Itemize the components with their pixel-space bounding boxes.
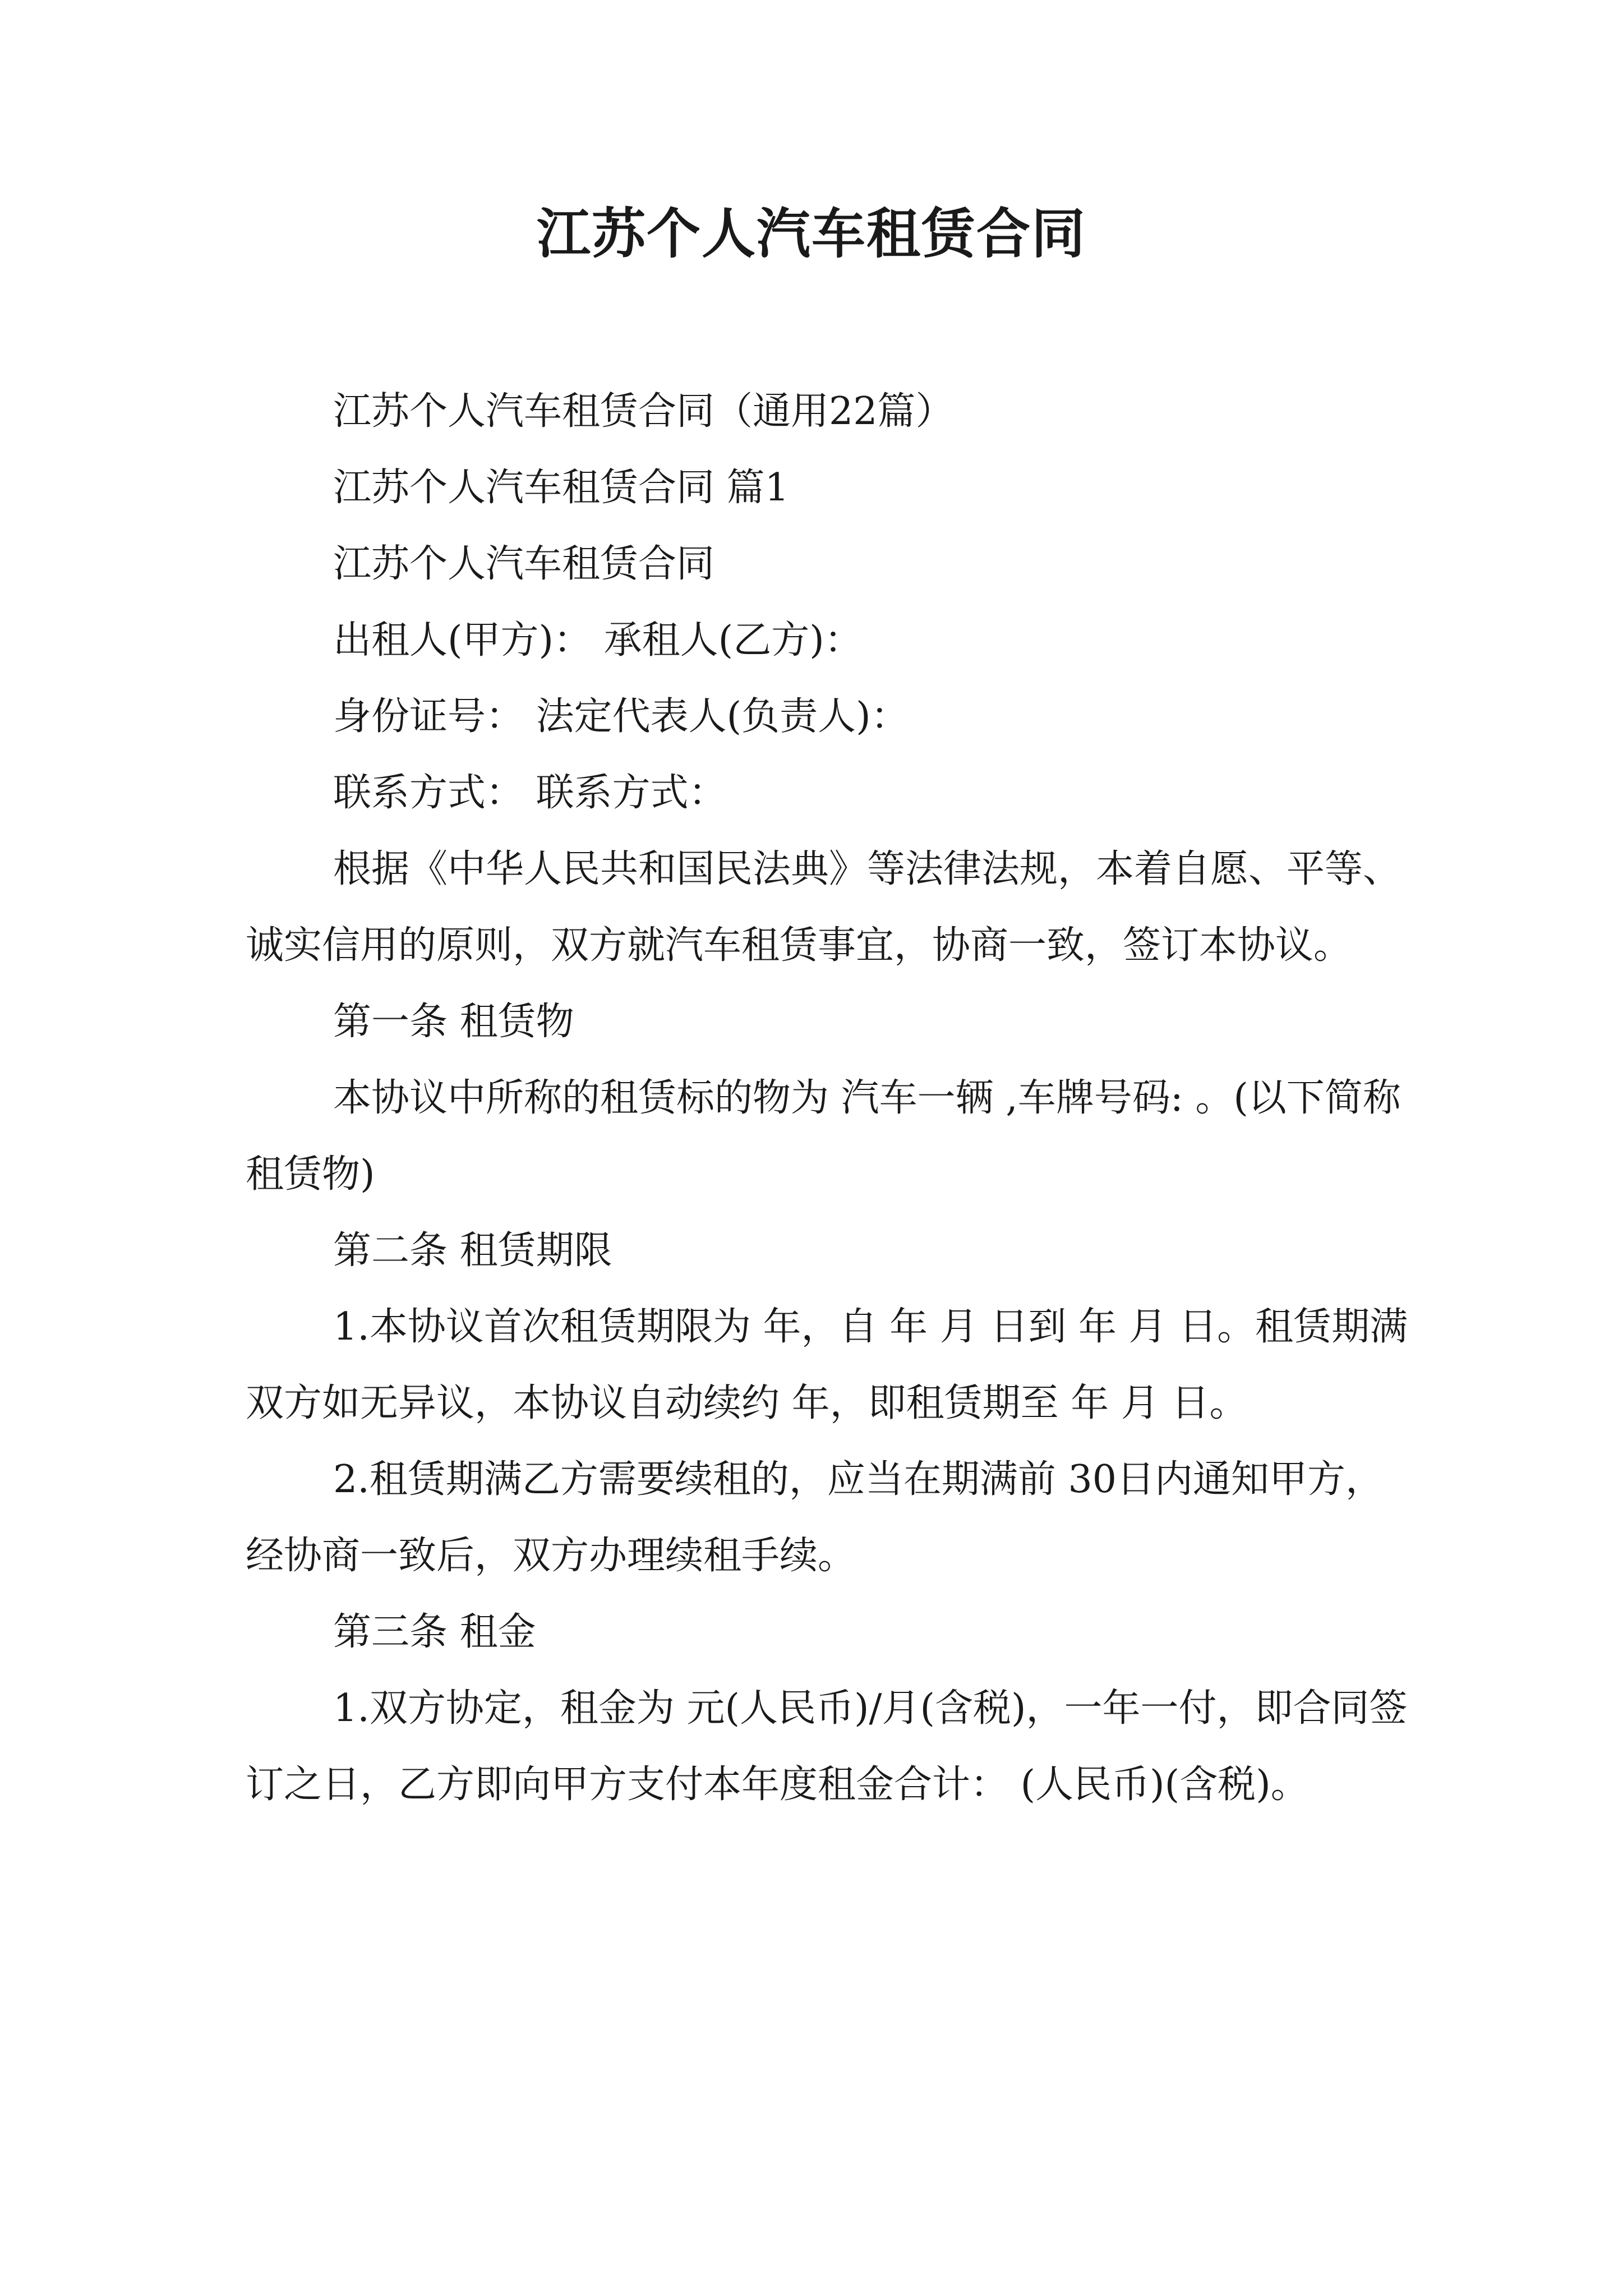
paragraph-article-1-heading: 第一条 租赁物 bbox=[333, 1000, 574, 1044]
paragraph-contacts: 联系方式： 联系方式： bbox=[333, 771, 727, 815]
document-body bbox=[246, 374, 1412, 1823]
paragraph-parties: 出租人(甲方)： 承租人(乙方)： bbox=[333, 618, 863, 662]
document-title: 江苏个人汽车租赁合同 bbox=[537, 202, 1086, 265]
paragraph-id-numbers: 身份证号： 法定代表人(负责人)： bbox=[333, 694, 909, 739]
paragraph-article-2-heading: 第二条 租赁期限 bbox=[333, 1228, 612, 1273]
paragraph-article-2-clause-2: 2.租赁期满乙方需要续租的，应当在期满前 30日内通知甲方，经协商一致后，双方办理续租手续。 bbox=[246, 1457, 1384, 1578]
paragraph-chapter-heading: 江苏个人汽车租赁合同 篇1 bbox=[333, 466, 789, 510]
paragraph-article-1-body: 本协议中所称的租赁标的物为 汽车一辆 ,车牌号码: 。(以下简称租赁物) bbox=[246, 1076, 1401, 1197]
paragraph-article-3-clause-1: 1.双方协定，租金为 元(人民币)/月(含税)，一年一付，即合同签订之日，乙方即向甲方支付本年度租金合计： (人民币)(含税)。 bbox=[246, 1686, 1408, 1807]
paragraph-preamble: 根据《中华人民共和国民法典》等法律法规，本着自愿、平等、诚实信用的原则，双方就汽车租赁事宜，协商一致，签订本协议。 bbox=[246, 847, 1401, 968]
paragraph-collection-title: 江苏个人汽车租赁合同（通用22篇） bbox=[333, 389, 954, 434]
paragraph-article-3-heading: 第三条 租金 bbox=[333, 1610, 536, 1654]
paragraph-article-2-clause-1: 1.本协议首次租赁期限为 年，自 年 月 日到 年 月 日。租赁期满双方如无异议，本协议自动续约 年，即租赁期至 年 月 日。 bbox=[246, 1305, 1408, 1425]
paragraph-contract-name: 江苏个人汽车租赁合同 bbox=[333, 542, 715, 586]
